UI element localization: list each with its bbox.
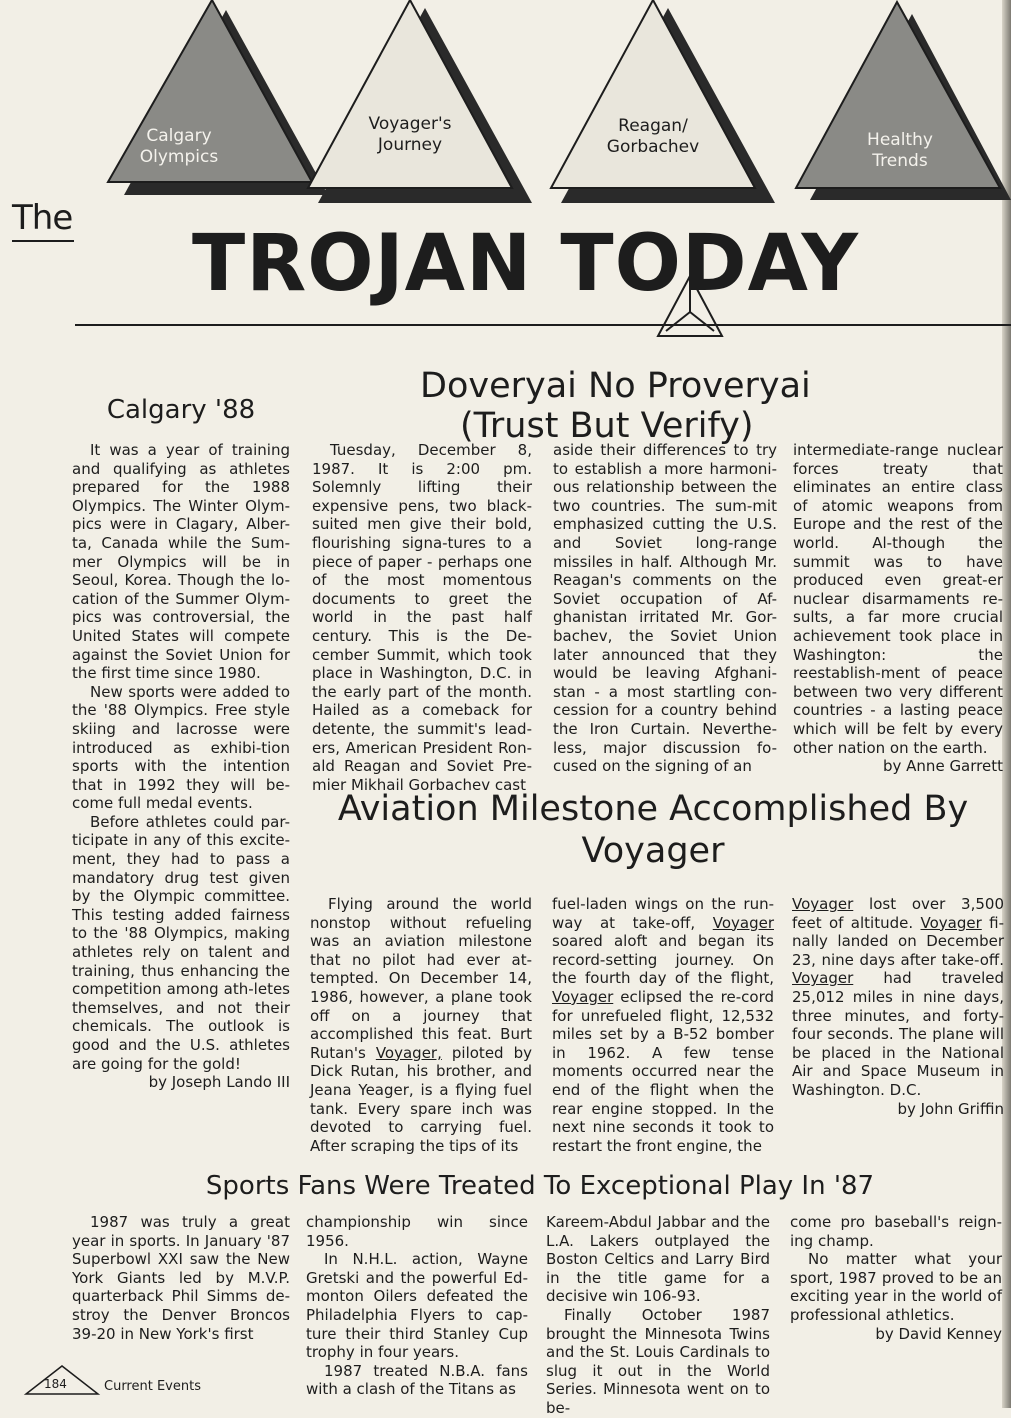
voyager-headline-line-1: Aviation Milestone Accomplished By (337, 789, 969, 829)
sports-text-2b: In N.H.L. action, Wayne Gretski and the powerful Ed-monton Oilers defeated the Philadelphia Flyers to cap-ture their third Stanley Cup trophy in four years. (306, 1250, 528, 1362)
summit-text-1: Tuesday, December 8, 1987. It is 2:00 pm. Solemnly lifting their expensive pens, two black-suited men give their bold, flourishing signa-tures to a piece of paper - perhaps one of the most momentous documents to greet the world in the past half century. This is the De-cember Summit, which took place in Washington, D.C. in the early part of the month. Hailed as a comeback for detente, the summit's lead-ers, American President Ron-ald Reagan and Soviet Pre-mier Mikhail Gorbachev cast (312, 441, 532, 794)
voyager-headline (300, 788, 1006, 872)
calgary-headline: Calgary '88 (106, 395, 256, 425)
page-number: 184 (44, 1377, 67, 1391)
triangle-label-calgary: Calgary Olympics (139, 126, 219, 167)
summit-text-2: aside their differences to try to establish a more harmoni-ous relationship between the two countries. The sum-mit emphasized cutting the U.S. and Soviet long-range missiles in half. Although Mr. Reagan's comments on the Soviet occupation of Af-ghanistan irritated Mr. Gor-bachev, the Soviet Union later announced that they would be leaving Afghani-stan - a most startling con-cession for a country behind the Iron Curtain. Neverthe-less, major discussion fo-cused on the signing of an (553, 441, 777, 776)
summit-column-3 (793, 441, 1003, 781)
sports-text-4b: No matter what your sport, 1987 proved to be an exciting year in the world of professional athletics. (790, 1250, 1002, 1324)
voyager-column-2: fuel-laden wings on the run-way at take-off, Voyager soared aloft and began its record-setting journey. On the fourth day of the flight, Voyager eclipsed the re-cord for unrefueled flight, 12,532 miles set by a B-52 bomber in 1962. A few tense moments occurred near the end of the flight when the rear engine stopped. In the next nine seconds it took to restart the front engine, the (552, 895, 774, 1155)
sports-column-2 (306, 1213, 528, 1403)
voyager-column-3: Voyager lost over 3,500 feet of altitude. Voyager fi-nally landed on December 23, nine days after take-off. Voyager had traveled 25,012 miles in nine days, three minutes, and forty-four seconds. The plane will be placed in the National Air and Space Museum in Washington. D.C. by John Griffin (792, 895, 1004, 1118)
sports-column-1 (72, 1213, 290, 1343)
summit-headline-line-2: (Trust But Verify) (460, 406, 754, 446)
masthead-the: The (12, 198, 73, 238)
voyager-byline: by John Griffin (897, 1099, 1004, 1118)
summit-column-2 (553, 441, 777, 781)
calgary-byline: by Joseph Lando III (148, 1073, 290, 1092)
triangle-label-reagan: Reagan/ Gorbachev (606, 116, 700, 157)
section-name: Current Events (104, 1379, 201, 1394)
summit-column-1 (312, 441, 532, 794)
sports-text-2c: 1987 treated N.B.A. fans with a clash of the Titans as (306, 1361, 528, 1399)
sports-column-3 (546, 1213, 770, 1417)
sports-headline: Sports Fans Were Treated To Exceptional Play In '87 (205, 1171, 875, 1201)
calgary-paragraph-1: It was a year of training and qualifying as athletes prepared for the 1988 Olympics. The Winter Olym-pics were in Clagary, Alber-ta, Canada while the Sum-mer Olympics will be in Seoul, Korea. Though the lo-cation of the Summer Olym-pics was controversial, the United States will compete against the Soviet Union for the first time since 1980. (72, 441, 290, 683)
sports-byline: by David Kenney (875, 1324, 1002, 1343)
calgary-paragraph-3: Before athletes could par-ticipate in any of this excite-ment, they had to pass a mandatory drug test given by the Olympic committee. This testing added fairness to the '88 Olympics, making athletes rely on talent and training, thus enhancing the competition among ath-letes themselves, and not their chemicals. The outlook is good and the U.S. athletes are going for the gold! (72, 812, 290, 1073)
summit-headline (420, 366, 910, 446)
sports-text-4a: come pro baseball's reign-ing champ. (790, 1213, 1002, 1250)
masthead-title: TROJAN TODAY (192, 219, 860, 309)
summit-text-3: intermediate-range nuclear forces treaty that eliminates an entire class of atomic weapons from Europe and the rest of the world. Al-though the summit was to have produced even great-er nuclear disarmaments re-sults, a far more crucial achievement took place in Washington: the reestablish-ment of peace between two very different countries - a lasting peace which will be felt by every other nation on the earth. (793, 441, 1003, 757)
sports-text-3b: Finally October 1987 brought the Minnesota Twins and the St. Louis Cardinals to slug it out in the World Series. Minnesota went on to be- (546, 1305, 770, 1417)
masthead-the-rule (12, 240, 74, 242)
triangle-label-voyager: Voyager's Journey (368, 114, 452, 155)
masthead-rule (75, 324, 1011, 326)
sports-column-4 (790, 1213, 1002, 1363)
sports-text-1: 1987 was truly a great year in sports. In January '87 Superbowl XXI saw the New York Giants led by M.V.P. quarterback Phil Simms de-stroy the Denver Broncos 39-20 in New York's first (72, 1213, 290, 1343)
calgary-paragraph-2: New sports were added to the '88 Olympics. Free style skiing and lacrosse were introduced as exhibi-tion sports with the intention that in 1992 they will be-come full medal events. (72, 682, 290, 813)
page-edge-shadow (1002, 0, 1011, 1408)
sports-text-3a: Kareem-Abdul Jabbar and the L.A. Lakers outplayed the Boston Celtics and Larry Bird in the title game for a decisive win 106-93. (546, 1213, 770, 1306)
summit-byline: by Anne Garrett (883, 757, 1003, 776)
voyager-column-1: Flying around the world nonstop without refueling was an aviation milestone that no pilot had ever at-tempted. On December 14, 1986, however, a plane took off on a journey that accomplished this feat. Burt Rutan's Voyager, piloted by Dick Rutan, his brother, and Jeana Yeager, is a flying fuel tank. Every spare inch was devoted to carrying fuel. After scraping the tips of its (310, 895, 533, 1155)
page-number-triangle-icon (0, 0, 1, 1)
summit-headline-line-1: Doveryai No Proveryai (420, 366, 811, 406)
sports-text-2a: championship win since 1956. (306, 1213, 528, 1250)
voyager-headline-line-2: Voyager (581, 831, 725, 871)
calgary-article (72, 441, 290, 1091)
triangle-label-healthy: Healthy Trends (867, 130, 933, 171)
